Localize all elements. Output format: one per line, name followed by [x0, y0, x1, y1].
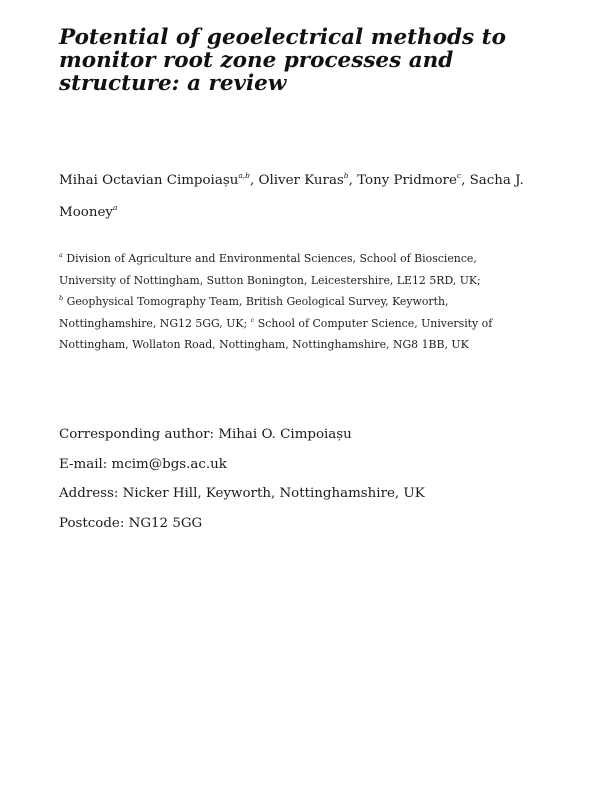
affiliation-text: Division of Agriculture and Environmental Sciences, School of Bioscience,: [66, 252, 477, 265]
affiliation-mark: b: [59, 294, 64, 303]
author-affiliation-mark: b: [343, 171, 349, 180]
author-name: Sacha J.: [469, 173, 524, 188]
postcode-line: Postcode: NG12 5GG: [59, 515, 203, 531]
title-line-1: Potential of geoelectrical methods to: [59, 25, 506, 50]
author-name: Oliver Kuras: [258, 173, 344, 188]
email-line: E-mail: mcim@bgs.ac.uk: [59, 456, 227, 472]
author-list: [59, 165, 559, 229]
author-affiliation-mark: a: [112, 203, 118, 212]
author-name: Tony Pridmore: [357, 173, 457, 188]
affiliation-mark: a: [59, 251, 63, 259]
author-name: Mihai Octavian Cimpoiașu: [59, 173, 239, 188]
author-affiliation-mark: a,b: [238, 171, 250, 180]
affiliation-text: School of Computer Science, University of: [257, 316, 493, 330]
affiliation-block: [59, 248, 559, 356]
affiliation-text: University of Nottingham, Sutton Bonington, Leicestershire, LE12 5RD, UK;: [59, 273, 481, 287]
affiliation-text: Nottinghamshire, NG12 5GG, UK;: [59, 316, 248, 330]
paper-title: [59, 26, 579, 95]
affiliation-text: Geophysical Tomography Team, British Geological Survey, Keyworth,: [66, 295, 449, 309]
author-affiliation-mark: c: [456, 171, 462, 180]
affiliation-text: Nottingham, Wollaton Road, Nottingham, Nottinghamshire, NG8 1BB, UK: [59, 338, 469, 352]
contact-block: [59, 423, 559, 541]
author-separator: ,: [348, 173, 358, 188]
title-line-2: monitor root zone processes and: [59, 48, 454, 73]
affiliation-mark: c: [250, 315, 255, 324]
title-line-3: structure: a review: [59, 71, 287, 96]
author-name: Mooney: [59, 205, 113, 220]
address-line: Address: Nicker Hill, Keyworth, Nottinghamshire, UK: [59, 486, 425, 501]
author-separator: ,: [250, 173, 259, 188]
corresponding-author: Corresponding author: Mihai O. Cimpoiașu: [59, 427, 352, 442]
author-separator: ,: [461, 173, 470, 188]
